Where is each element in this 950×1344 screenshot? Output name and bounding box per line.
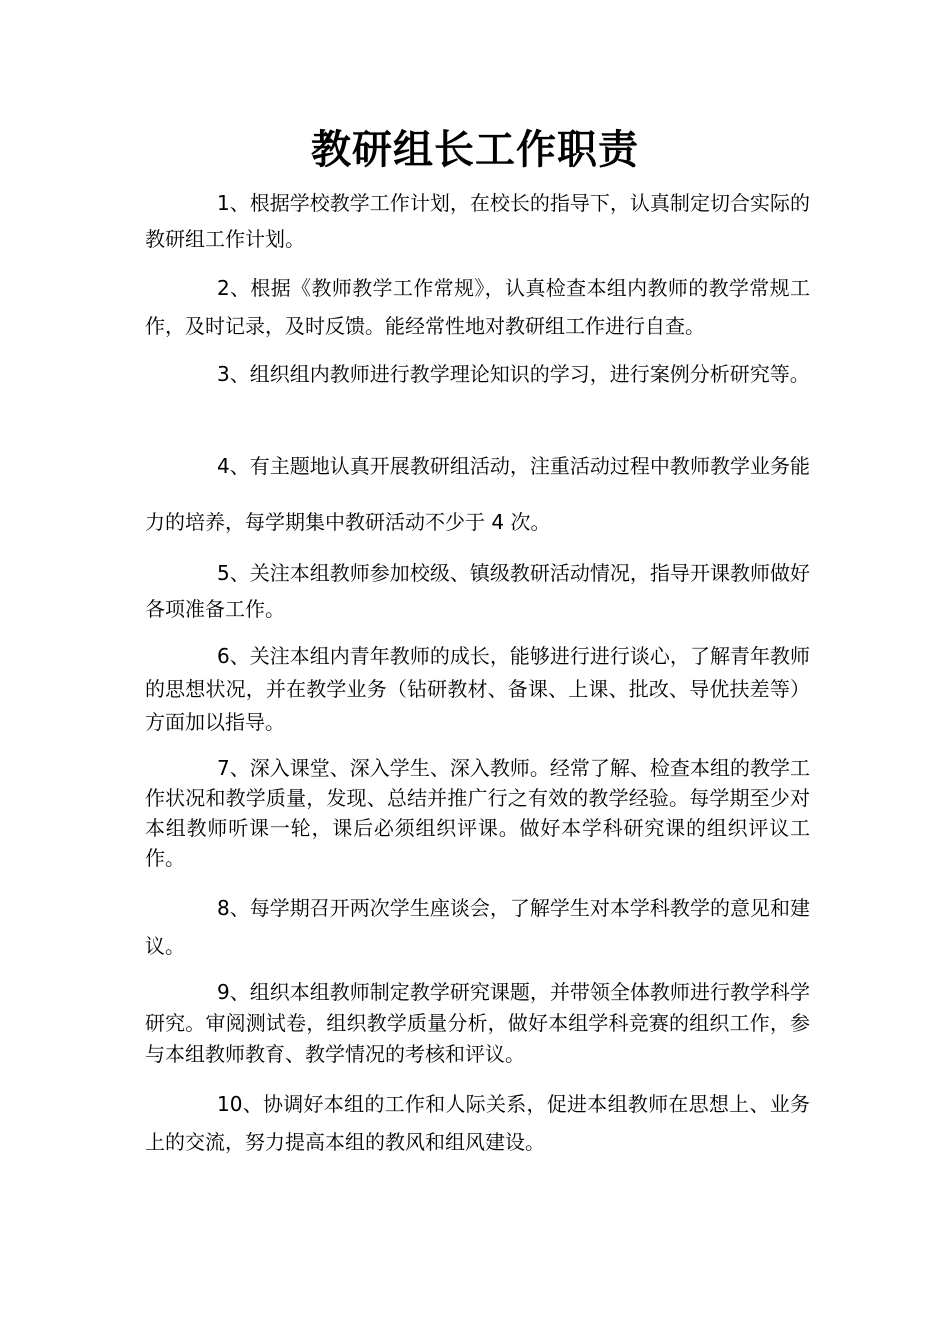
duty-item-1: 1、根据学校教学工作计划，在校长的指导下，认真制定切合实际的教研组工作计划。 — [145, 191, 810, 251]
duty-item-5: 5、关注本组教师参加校级、镇级教研活动情况，指导开课教师做好各项准备工作。 — [145, 561, 810, 621]
document-title: 教研组长工作职责 — [311, 127, 639, 173]
duty-item-4: 4、有主题地认真开展教研组活动，注重活动过程中教师教学业务能力的培养，每学期集中教研活动不少于 4 次。 — [145, 454, 810, 534]
duty-item-2: 2、根据《教师教学工作常规》，认真检查本组内教师的教学常规工作，及时记录，及时反馈。能经常性地对教研组工作进行自查。 — [145, 276, 810, 338]
duty-item-9: 9、组织本组教师制定教学研究课题，并带领全体教师进行教学科学研究。审阅测试卷，组织教学质量分析，做好本组学科竞赛的组织工作，参与本组教师教育、教学情况的考核和评议。 — [145, 980, 810, 1066]
duty-item-6: 6、关注本组内青年教师的成长，能够进行进行谈心，了解青年教师的思想状况，并在教学业务（钻研教材、备课、上课、批改、导优扶差等）方面加以指导。 — [145, 644, 810, 734]
duty-item-3: 3、组织组内教师进行教学理论知识的学习，进行案例分析研究等。 — [217, 362, 810, 386]
duty-item-10: 10、协调好本组的工作和人际关系，促进本组教师在思想上、业务上的交流，努力提高本组的教风和组风建设。 — [145, 1092, 810, 1154]
duty-item-8: 8、每学期召开两次学生座谈会，了解学生对本学科教学的意见和建议。 — [145, 896, 810, 958]
duty-item-7: 7、深入课堂、深入学生、深入教师。经常了解、检查本组的教学工作状况和教学质量，发现、总结并推广行之有效的教学经验。每学期至少对本组教师听课一轮，课后必须组织评课。做好本学科研究课的组织评议工作。 — [145, 756, 810, 870]
